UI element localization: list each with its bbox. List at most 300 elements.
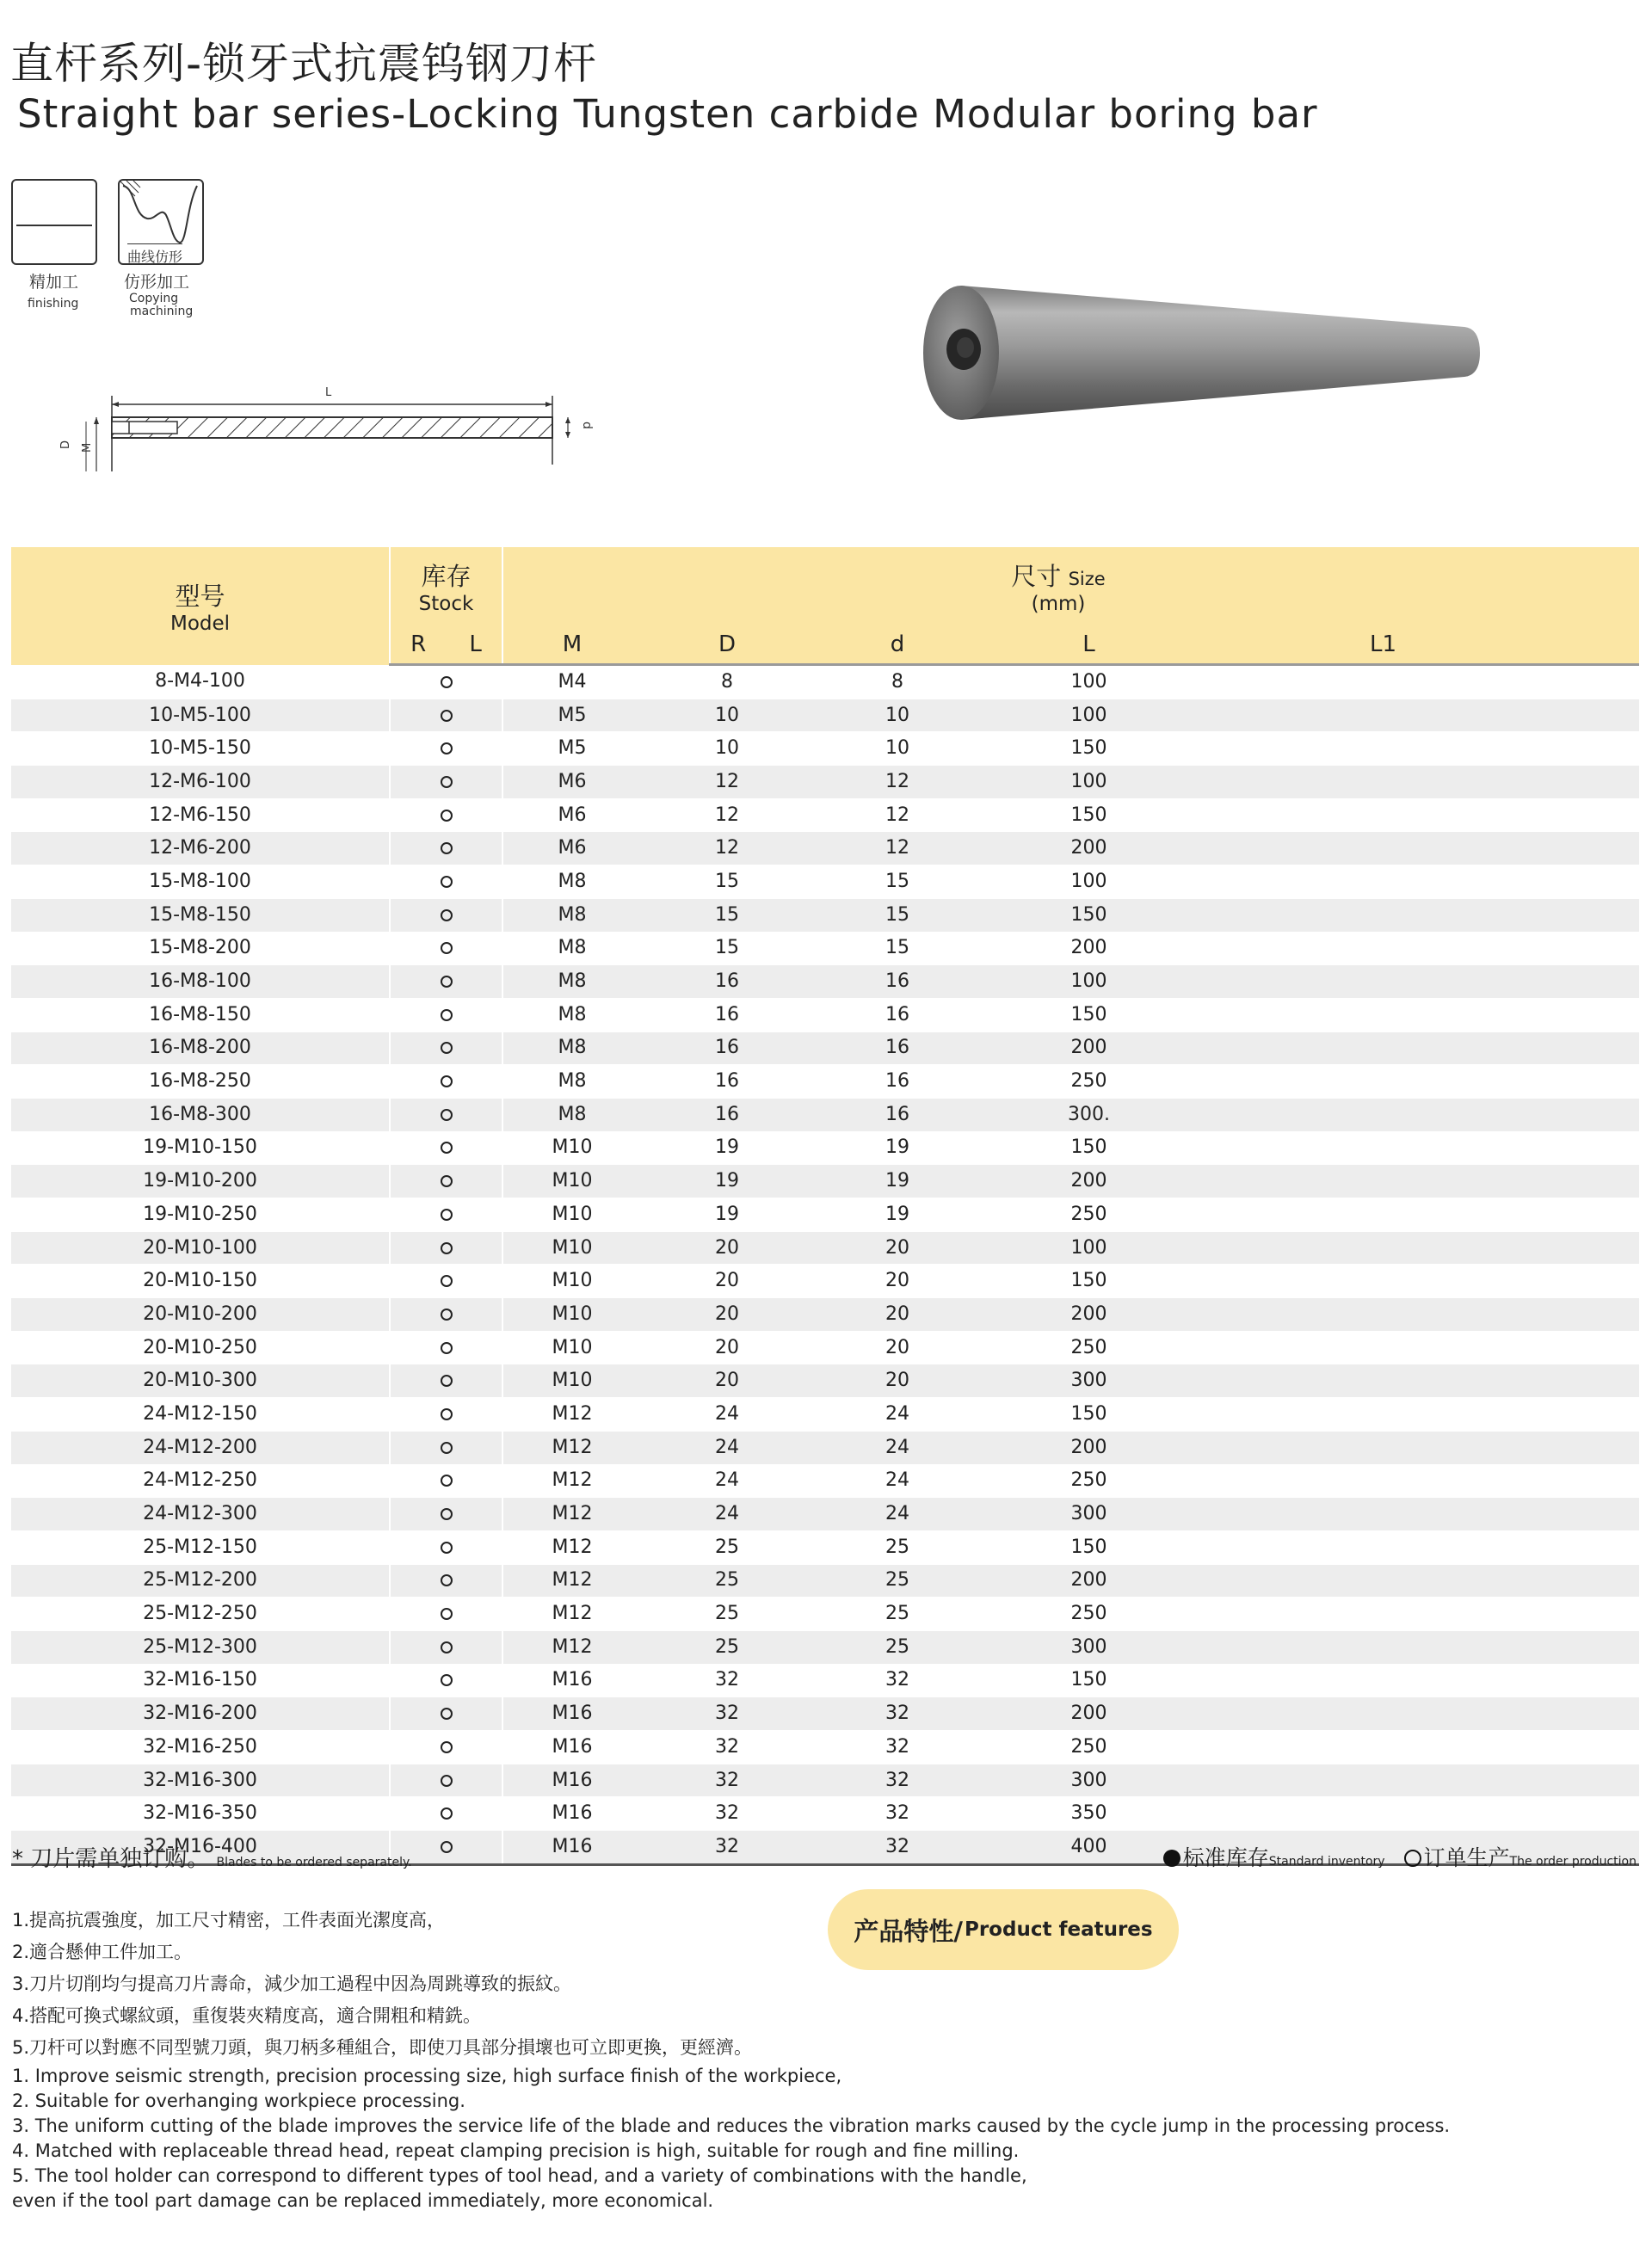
cell-L: 400 — [982, 1831, 1196, 1865]
cell-L1 — [1196, 1664, 1639, 1697]
legend-standard-cn: 标准库存 — [1182, 1845, 1269, 1870]
order-production-icon — [441, 742, 453, 754]
cell-model: 15-M8-100 — [11, 865, 390, 899]
drawing-label-d: d — [580, 422, 594, 429]
order-production-icon — [441, 1342, 453, 1354]
cell-d: 24 — [813, 1431, 982, 1464]
table-row — [11, 1098, 1639, 1131]
header-stock-rl — [390, 625, 502, 665]
cell-stock — [390, 1598, 502, 1631]
cell-L: 150 — [982, 798, 1196, 832]
cell-L: 150 — [982, 998, 1196, 1031]
cell-M: M8 — [502, 1031, 641, 1065]
cell-L: 150 — [982, 732, 1196, 766]
table-row — [11, 1764, 1639, 1797]
cell-model: 25-M12-250 — [11, 1598, 390, 1631]
legend-order-en: The order production — [1509, 1855, 1637, 1869]
cell-L1 — [1196, 732, 1639, 766]
cell-M: M12 — [502, 1630, 641, 1664]
table-row — [11, 1331, 1639, 1364]
cell-L1 — [1196, 1098, 1639, 1131]
table-row — [11, 998, 1639, 1031]
cell-d: 25 — [813, 1598, 982, 1631]
cell-L: 150 — [982, 1664, 1196, 1697]
header-stock — [390, 547, 502, 625]
cell-L: 250 — [982, 1065, 1196, 1099]
cell-model: 20-M10-200 — [11, 1298, 390, 1332]
cell-model: 16-M8-250 — [11, 1065, 390, 1099]
table-row — [11, 1431, 1639, 1464]
cell-model: 16-M8-200 — [11, 1031, 390, 1065]
cell-D: 32 — [641, 1697, 813, 1731]
page-title-en: Straight bar series-Locking Tungsten carbide Modular boring bar — [17, 91, 1318, 137]
cell-L1 — [1196, 798, 1639, 832]
cell-D: 24 — [641, 1431, 813, 1464]
feature-en-4: 4. Matched with replaceable thread head, repeat clamping precision is high, suitable for rough and fine milling. — [12, 2140, 1020, 2161]
cell-stock — [390, 1065, 502, 1099]
header-col-d: d — [813, 625, 982, 665]
cell-L1 — [1196, 1065, 1639, 1099]
table-row — [11, 865, 1639, 899]
table-row — [11, 832, 1639, 865]
cell-D: 25 — [641, 1630, 813, 1664]
cell-M: M12 — [502, 1498, 641, 1531]
cell-model: 19-M10-250 — [11, 1198, 390, 1232]
order-production-icon — [441, 1142, 453, 1154]
cell-d: 25 — [813, 1630, 982, 1664]
cell-stock — [390, 1098, 502, 1131]
cell-M: M12 — [502, 1464, 641, 1498]
cell-L: 150 — [982, 1131, 1196, 1165]
cell-model: 12-M6-100 — [11, 766, 390, 799]
feature-en-1: 1. Improve seismic strength, precision processing size, high surface finish of the workpiece, — [12, 2066, 842, 2086]
cell-d: 20 — [813, 1331, 982, 1364]
cell-L1 — [1196, 1231, 1639, 1265]
feature-cn-2: 2.適合懸伸工件加工。 — [12, 1942, 193, 1962]
table-row — [11, 798, 1639, 832]
cell-model: 24-M12-250 — [11, 1464, 390, 1498]
cell-d: 20 — [813, 1298, 982, 1332]
cell-L1 — [1196, 1131, 1639, 1165]
cell-model: 16-M8-300 — [11, 1098, 390, 1131]
cell-D: 24 — [641, 1498, 813, 1531]
cell-model: 25-M12-200 — [11, 1564, 390, 1598]
order-production-icon — [441, 1807, 453, 1820]
cell-d: 32 — [813, 1731, 982, 1764]
cell-M: M8 — [502, 1098, 641, 1131]
feature-en-5: 5. The tool holder can correspond to different types of tool head, and a variety of combinations with the handle, — [12, 2165, 1027, 2186]
cell-M: M10 — [502, 1331, 641, 1364]
cell-L1 — [1196, 932, 1639, 965]
cell-model: 12-M6-150 — [11, 798, 390, 832]
cell-d: 24 — [813, 1464, 982, 1498]
cell-M: M16 — [502, 1697, 641, 1731]
copying-label-en — [129, 293, 193, 318]
cell-M: M12 — [502, 1398, 641, 1432]
order-production-icon — [441, 976, 453, 988]
order-production-icon — [441, 1841, 453, 1853]
cell-d: 20 — [813, 1364, 982, 1398]
table-row — [11, 1165, 1639, 1198]
table-row — [11, 1697, 1639, 1731]
cell-L: 100 — [982, 699, 1196, 732]
cell-d: 15 — [813, 865, 982, 899]
cell-L: 250 — [982, 1198, 1196, 1232]
cell-stock — [390, 798, 502, 832]
header-model — [11, 547, 390, 665]
order-production-icon — [441, 710, 453, 722]
cell-M: M8 — [502, 865, 641, 899]
cell-d: 24 — [813, 1398, 982, 1432]
cell-L1 — [1196, 1564, 1639, 1598]
cell-stock — [390, 965, 502, 999]
cell-model: 32-M16-400 — [11, 1831, 390, 1865]
cell-D: 15 — [641, 932, 813, 965]
cell-d: 16 — [813, 1031, 982, 1065]
cell-L: 200 — [982, 1165, 1196, 1198]
header-stock-l: L — [469, 631, 482, 657]
cell-M: M10 — [502, 1165, 641, 1198]
cell-M: M8 — [502, 932, 641, 965]
cell-d: 15 — [813, 898, 982, 932]
order-production-icon — [441, 1275, 453, 1287]
cell-M: M16 — [502, 1797, 641, 1831]
cell-M: M8 — [502, 1065, 641, 1099]
order-production-icon — [441, 1641, 453, 1653]
feature-en-3: 3. The uniform cutting of the blade improves the service life of the blade and reduces the vibration marks caused by the cycle jump in the processing process. — [12, 2115, 1451, 2136]
cell-model: 25-M12-300 — [11, 1630, 390, 1664]
cell-L: 100 — [982, 865, 1196, 899]
cell-stock — [390, 766, 502, 799]
cell-stock — [390, 1231, 502, 1265]
cell-L1 — [1196, 1697, 1639, 1731]
cell-L1 — [1196, 1031, 1639, 1065]
cell-M: M6 — [502, 798, 641, 832]
cell-L1 — [1196, 1431, 1639, 1464]
drawing-label-L: L — [325, 386, 332, 399]
cell-M: M10 — [502, 1364, 641, 1398]
cell-model: 32-M16-350 — [11, 1797, 390, 1831]
cell-d: 16 — [813, 1065, 982, 1099]
cell-L: 100 — [982, 1231, 1196, 1265]
header-size — [502, 547, 1639, 625]
cell-model: 25-M12-150 — [11, 1530, 390, 1564]
header-col-L: L — [982, 625, 1196, 665]
cell-d: 25 — [813, 1530, 982, 1564]
cell-L1 — [1196, 998, 1639, 1031]
cell-d: 32 — [813, 1664, 982, 1697]
cell-d: 32 — [813, 1797, 982, 1831]
order-production-icon — [441, 909, 453, 921]
features-list — [12, 1905, 1638, 2214]
cell-L: 300 — [982, 1498, 1196, 1531]
cell-L: 200 — [982, 1697, 1196, 1731]
cell-D: 16 — [641, 965, 813, 999]
feature-cn-1: 1.提高抗震強度，加工尺寸精密，工件表面光潔度高， — [12, 1910, 446, 1931]
cell-L1 — [1196, 832, 1639, 865]
cell-d: 20 — [813, 1231, 982, 1265]
table-row — [11, 1731, 1639, 1764]
boring-bar-photo — [914, 275, 1482, 430]
order-production-icon — [441, 1442, 453, 1454]
cell-model: 32-M16-150 — [11, 1664, 390, 1697]
cell-M: M16 — [502, 1664, 641, 1697]
finishing-label-cn: 精加工 — [29, 273, 79, 292]
cell-D: 10 — [641, 732, 813, 766]
cell-stock — [390, 1564, 502, 1598]
cell-L: 200 — [982, 832, 1196, 865]
table-row — [11, 965, 1639, 999]
cell-L: 250 — [982, 1731, 1196, 1764]
table-row — [11, 932, 1639, 965]
cell-model: 24-M12-300 — [11, 1498, 390, 1531]
header-col-L1 — [1196, 625, 1639, 665]
cell-D: 25 — [641, 1564, 813, 1598]
order-production-icon — [441, 1209, 453, 1221]
cell-model: 20-M10-150 — [11, 1265, 390, 1298]
cell-d: 16 — [813, 1098, 982, 1131]
cell-L1 — [1196, 1298, 1639, 1332]
order-production-icon — [441, 810, 453, 822]
table-row — [11, 1564, 1639, 1598]
cell-L1 — [1196, 1464, 1639, 1498]
cell-D: 16 — [641, 998, 813, 1031]
drawing-label-M: M — [81, 442, 94, 453]
cell-stock — [390, 665, 502, 699]
order-production-icon — [441, 1674, 453, 1686]
header-stock-cn: 库存 — [421, 561, 472, 591]
header-model-en: Model — [170, 612, 231, 635]
cell-L: 350 — [982, 1797, 1196, 1831]
cell-model: 19-M10-200 — [11, 1165, 390, 1198]
cell-L1 — [1196, 1265, 1639, 1298]
cell-M: M5 — [502, 699, 641, 732]
cell-D: 20 — [641, 1298, 813, 1332]
cell-L1 — [1196, 898, 1639, 932]
cell-L1 — [1196, 1331, 1639, 1364]
order-production-icon — [441, 1508, 453, 1520]
cell-L: 200 — [982, 1298, 1196, 1332]
cell-d: 12 — [813, 798, 982, 832]
cell-D: 32 — [641, 1831, 813, 1865]
cell-M: M6 — [502, 832, 641, 865]
cell-stock — [390, 1464, 502, 1498]
cell-L1 — [1196, 665, 1639, 699]
copying-inner-label: 曲线仿形 — [127, 243, 182, 266]
cell-L: 150 — [982, 1398, 1196, 1432]
header-model-cn: 型号 — [175, 581, 225, 611]
cell-L: 200 — [982, 932, 1196, 965]
finishing-label-en: finishing — [28, 297, 79, 311]
copying-label-cn: 仿形加工 — [124, 273, 190, 292]
cell-L1 — [1196, 699, 1639, 732]
cell-M: M6 — [502, 766, 641, 799]
table-row — [11, 1265, 1639, 1298]
order-production-icon — [441, 1608, 453, 1620]
table-row — [11, 1231, 1639, 1265]
feature-en-2: 2. Suitable for overhanging workpiece processing. — [12, 2091, 465, 2111]
cell-M: M10 — [502, 1298, 641, 1332]
cell-M: M16 — [502, 1831, 641, 1865]
order-production-icon — [441, 1542, 453, 1554]
cell-model: 24-M12-150 — [11, 1398, 390, 1432]
order-production-icon — [441, 1009, 453, 1021]
order-production-icon — [441, 1242, 453, 1254]
cell-d: 10 — [813, 732, 982, 766]
cell-L1 — [1196, 1598, 1639, 1631]
cell-d: 12 — [813, 766, 982, 799]
cell-L: 300 — [982, 1764, 1196, 1797]
cell-model: 19-M10-150 — [11, 1131, 390, 1165]
spec-table — [11, 547, 1639, 1866]
cell-model: 10-M5-150 — [11, 732, 390, 766]
cell-stock — [390, 1498, 502, 1531]
order-production-icon — [441, 1109, 453, 1121]
cell-d: 32 — [813, 1831, 982, 1865]
cell-stock — [390, 1265, 502, 1298]
header-size-en: Size — [1068, 568, 1106, 589]
order-production-icon — [441, 1175, 453, 1187]
order-production-icon — [441, 1309, 453, 1321]
cell-model: 15-M8-150 — [11, 898, 390, 932]
order-production-icon — [441, 1475, 453, 1487]
cell-D: 24 — [641, 1464, 813, 1498]
cell-L1 — [1196, 1630, 1639, 1664]
cell-stock — [390, 1431, 502, 1464]
header-col-D: D — [641, 625, 813, 665]
cell-stock — [390, 1697, 502, 1731]
cell-L: 200 — [982, 1431, 1196, 1464]
order-production-icon — [441, 1408, 453, 1420]
cell-M: M4 — [502, 665, 641, 699]
cell-D: 19 — [641, 1198, 813, 1232]
cell-model: 8-M4-100 — [11, 665, 390, 699]
cell-M: M10 — [502, 1265, 641, 1298]
cell-M: M10 — [502, 1198, 641, 1232]
order-production-icon — [441, 942, 453, 954]
cell-d: 16 — [813, 998, 982, 1031]
cell-L: 100 — [982, 766, 1196, 799]
table-row — [11, 732, 1639, 766]
header-col-L1-text: L1 — [1369, 631, 1397, 657]
cell-stock — [390, 1797, 502, 1831]
cell-d: 15 — [813, 932, 982, 965]
cell-D: 8 — [641, 665, 813, 699]
cell-L1 — [1196, 865, 1639, 899]
header-size-cn: 尺寸 — [1011, 561, 1062, 591]
cell-D: 16 — [641, 1031, 813, 1065]
cell-stock — [390, 1331, 502, 1364]
table-row — [11, 1198, 1639, 1232]
cell-stock — [390, 932, 502, 965]
cell-stock — [390, 865, 502, 899]
legend-order-cn: 订单生产 — [1423, 1845, 1510, 1870]
cell-L1 — [1196, 1364, 1639, 1398]
cell-L: 100 — [982, 965, 1196, 999]
cell-L: 200 — [982, 1031, 1196, 1065]
cell-model: 12-M6-200 — [11, 832, 390, 865]
cell-d: 19 — [813, 1131, 982, 1165]
table-row — [11, 1031, 1639, 1065]
header-size-unit: (mm) — [1031, 592, 1086, 615]
cell-L: 250 — [982, 1331, 1196, 1364]
cell-stock — [390, 1364, 502, 1398]
order-production-icon — [441, 1075, 453, 1087]
cell-D: 24 — [641, 1398, 813, 1432]
order-production-icon — [441, 876, 453, 888]
cell-D: 19 — [641, 1131, 813, 1165]
cell-model: 10-M5-100 — [11, 699, 390, 732]
cell-model: 20-M10-250 — [11, 1331, 390, 1364]
cell-D: 20 — [641, 1331, 813, 1364]
cell-L1 — [1196, 1797, 1639, 1831]
boring-bar-drawing — [52, 379, 602, 473]
cell-M: M16 — [502, 1731, 641, 1764]
cell-M: M5 — [502, 732, 641, 766]
cell-d: 10 — [813, 699, 982, 732]
table-row — [11, 1364, 1639, 1398]
cell-stock — [390, 1165, 502, 1198]
cell-L1 — [1196, 1498, 1639, 1531]
page-title-cn: 直杆系列-锁牙式抗震钨钢刀杆 — [10, 39, 598, 89]
table-row — [11, 1598, 1639, 1631]
cell-L1 — [1196, 965, 1639, 999]
cell-stock — [390, 732, 502, 766]
cell-model: 16-M8-150 — [11, 998, 390, 1031]
cell-D: 19 — [641, 1165, 813, 1198]
feature-cn-4: 4.搭配可換式螺紋頭，重復裝夾精度高，適合開粗和精銑。 — [12, 2005, 482, 2026]
cell-d: 24 — [813, 1498, 982, 1531]
cell-stock — [390, 1731, 502, 1764]
cell-L: 150 — [982, 1530, 1196, 1564]
cell-L1 — [1196, 1165, 1639, 1198]
cell-L1 — [1196, 766, 1639, 799]
table-row — [11, 1664, 1639, 1697]
cell-stock — [390, 832, 502, 865]
cell-d: 32 — [813, 1697, 982, 1731]
cell-stock — [390, 1664, 502, 1697]
cell-M: M12 — [502, 1530, 641, 1564]
cell-M: M16 — [502, 1764, 641, 1797]
cell-D: 20 — [641, 1364, 813, 1398]
cell-stock — [390, 1530, 502, 1564]
cell-stock — [390, 1198, 502, 1232]
drawing-label-D: D — [59, 440, 72, 449]
copying-label-en-1: Copying — [129, 292, 179, 305]
cell-L: 100 — [982, 665, 1196, 699]
order-production-icon — [441, 1741, 453, 1753]
cell-L: 200 — [982, 1564, 1196, 1598]
table-row — [11, 1797, 1639, 1831]
cell-M: M12 — [502, 1431, 641, 1464]
table-row — [11, 1630, 1639, 1664]
cell-D: 32 — [641, 1797, 813, 1831]
cell-L: 150 — [982, 1265, 1196, 1298]
table-row — [11, 1065, 1639, 1099]
cell-stock — [390, 898, 502, 932]
cell-model: 24-M12-200 — [11, 1431, 390, 1464]
cell-M: M12 — [502, 1564, 641, 1598]
table-row — [11, 1398, 1639, 1432]
cell-D: 32 — [641, 1731, 813, 1764]
filled-circle-icon — [1163, 1850, 1180, 1867]
cell-model: 20-M10-300 — [11, 1364, 390, 1398]
cell-D: 16 — [641, 1098, 813, 1131]
table-row — [11, 1131, 1639, 1165]
cell-M: M12 — [502, 1598, 641, 1631]
cell-L: 300 — [982, 1630, 1196, 1664]
order-production-icon — [441, 1042, 453, 1054]
